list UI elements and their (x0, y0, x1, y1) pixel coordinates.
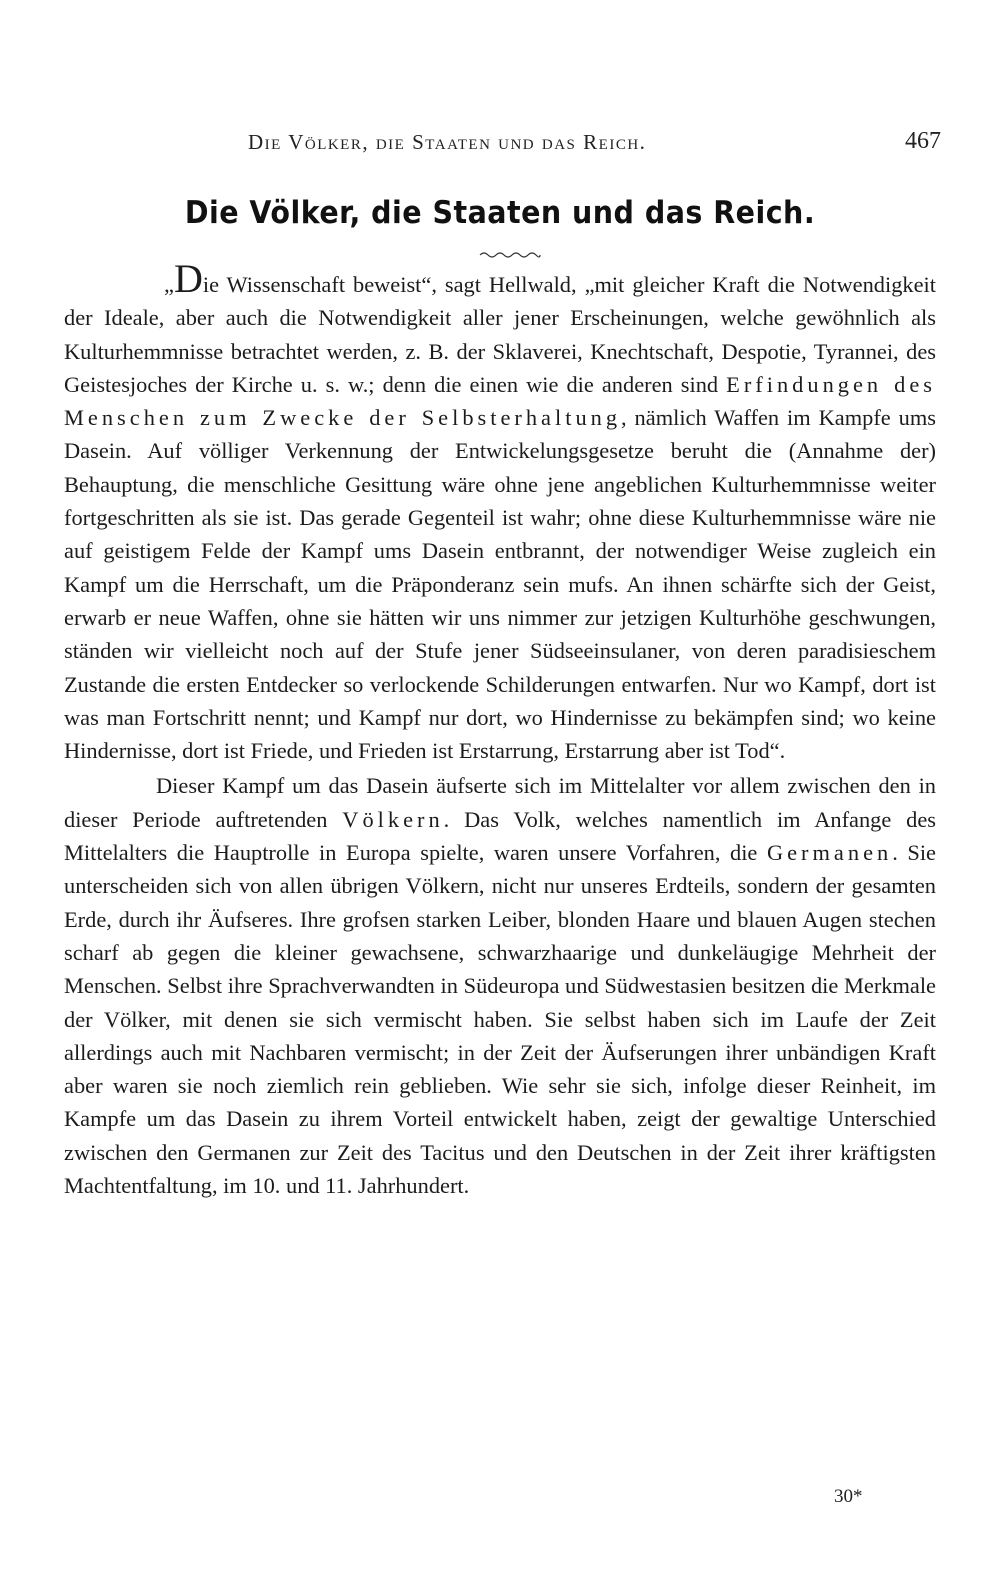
chapter-title: Die Völker, die Staaten und das Reich. (184, 195, 816, 231)
wavy-rule-ornament (478, 250, 542, 260)
spaced-emphasis: Germanen (766, 840, 893, 866)
paragraph-text: ie Wissenschaft beweist“, sagt Hellwald, „mit gleicher Kraft die Notwendigkeit der Ideale, aber auch die Notwendigkeit aller jener Erscheinungen, welche gewöhnlich als Kulturhemmnisse betrachtet werden, z. B. der Sklaverei, Knechtschaft, Despotie, Tyrannei, des Geistesjoches der Kirche u. s. w.; denn die einen wie die anderen sind (64, 272, 936, 397)
paragraph-text: . Sie unterscheiden sich von allen übrigen Völkern, nicht nur unseres Erdteils, sondern der gesamten Erde, durch ihr Äufseres. Ihre grofsen starken Leiber, blonden Haare und blauen Augen stechen scharf ab gegen die kleiner gewachsene, schwarzhaarige und dunkeläugige Mehrheit der Menschen. Selbst ihre Sprachverwandten in Südeuropa und Südwestasien besitzen die Merkmale der Völker, mit denen sie sich vermischt haben. Sie selbst haben sich im Laufe der Zeit allerdings auch mit Nachbaren vermischt; in der Zeit der Äufserungen ihrer unbändigen Kraft aber waren sie noch ziemlich rein geblieben. Wie sehr sie sich, infolge dieser Reinheit, im Kampfe um das Dasein zu ihrem Vorteil entwickelt haben, zeigt der gewaltige Unterschied zwischen den Germanen zur Zeit des Tacitus und den Deutschen in der Zeit ihrer kräftigsten Machtentfaltung, im 10. und 11. Jahrhundert. (64, 840, 936, 1199)
paragraph-text: , nämlich Waffen im Kampfe ums Dasein. Auf völliger Verkennung der Entwickelungsgesetze beruht die (Annahme der) Behauptung, die menschliche Gesittung wäre ohne jene angeblichen Kulturhemmnisse weiter fortgeschritten als sie ist. Das gerade Gegenteil ist wahr; ohne diese Kulturhemmnisse wäre nie auf geistigem Felde der Kampf ums Dasein entbrannt, der notwendiger Weise zugleich ein Kampf um die Herrschaft, um die Präponderanz sein mufs. An ihnen schärfte sich der Geist, erwarb er neue Waffen, ohne sie hätten wir uns nimmer zur jetzigen Kulturhöhe geschwungen, ständen wir vielleicht noch auf der Stufe jener Südseeinsulaner, von deren paradisieschem Zustande die ersten Entdecker so verlockende Schilderungen entwarfen. Nur wo Kampf, dort ist was man Fortschritt nennt; und Kampf nur dort, wo Hindernisse zu bekämpfen sind; wo keine Hindernisse, dort ist Friede, und Frieden ist Erstarrung, Erstarrung aber ist Tod“. (64, 405, 936, 764)
quote-open-mark: „ (164, 272, 174, 297)
running-head: Die Völker, die Staaten und das Reich. (248, 130, 647, 154)
drop-cap: D (173, 256, 203, 301)
spaced-emphasis: Erfindungen des Menschen zum Zwecke der Selbsterhaltung (64, 371, 936, 431)
signature-mark: 30* (834, 1486, 863, 1507)
paragraph-main (64, 769, 936, 1202)
paragraph-text: . Das Volk, welches namentlich im Anfange des Mittelalters die Hauptrolle in Europa spielte, waren unsere Vorfahren, die (64, 806, 936, 866)
paragraph-text: Dieser Kampf um das Dasein äufserte sich im Mittelalter vor allem zwischen den in dieser Periode auftretenden (64, 773, 936, 832)
spaced-emphasis: Völkern (342, 806, 444, 832)
body-text (64, 256, 936, 1202)
page-number: 467 (905, 128, 941, 154)
paragraph-quote (64, 256, 936, 767)
